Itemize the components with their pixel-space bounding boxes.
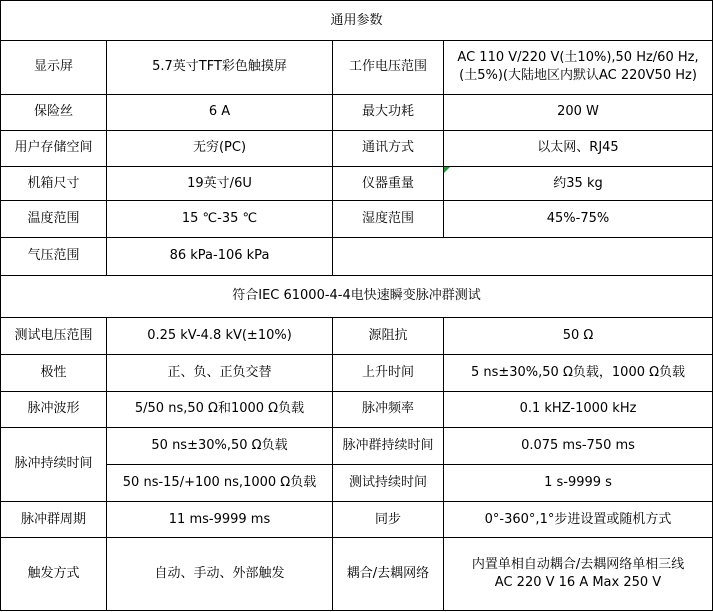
burst-period-label: 脉冲群周期: [1, 502, 107, 538]
voltage-value-line1: AC 110 V/220 V(土10%),50 Hz/60 Hz,: [457, 50, 699, 66]
power-label: 最大功耗: [333, 94, 444, 130]
sync-value: 0°-360°,1°步进设置或随机方式: [444, 502, 713, 538]
test-voltage-label: 测试电压范围: [1, 318, 107, 355]
table-row: [1, 201, 713, 237]
waveform-label: 脉冲波形: [1, 391, 107, 427]
frequency-label: 脉冲频率: [333, 391, 444, 427]
voltage-value: [444, 41, 713, 94]
table-row: [1, 538, 713, 611]
table-row: [1, 130, 713, 166]
power-value: 200 W: [444, 94, 713, 130]
table-row: [1, 41, 713, 94]
coupling-value-line2: AC 220 V 16 A Max 250 V: [494, 575, 662, 591]
display-label: 显示屏: [1, 41, 107, 94]
humidity-value: 45%-75%: [444, 201, 713, 237]
table-row: [1, 167, 713, 201]
pulse-duration-value-2: 50 ns-15/+100 ns,1000 Ω负载: [107, 464, 333, 501]
section-row-general: [1, 1, 713, 41]
table-row: [1, 391, 713, 427]
section-row-eft: [1, 275, 713, 317]
burst-duration-value: 0.075 ms-750 ms: [444, 427, 713, 464]
section-title-eft: 符合IEC 61000-4-4电快速瞬变脉冲群测试: [1, 275, 713, 317]
rise-time-value: 5 ns±30%,50 Ω负载，1000 Ω负载: [444, 355, 713, 391]
table-row: [1, 355, 713, 391]
source-impedance-value: 50 Ω: [444, 318, 713, 355]
size-label: 机箱尺寸: [1, 167, 107, 201]
waveform-value: 5/50 ns,50 Ω和1000 Ω负载: [107, 391, 333, 427]
test-duration-label: 测试持续时间: [333, 464, 444, 501]
coupling-value: [444, 538, 713, 611]
table-row: [1, 94, 713, 130]
table-row: [1, 318, 713, 355]
frequency-value: 0.1 kHZ-1000 kHz: [444, 391, 713, 427]
burst-duration-label: 脉冲群持续时间: [333, 427, 444, 464]
voltage-label: 工作电压范围: [333, 41, 444, 94]
polarity-label: 极性: [1, 355, 107, 391]
section-title-general: 通用参数: [1, 1, 713, 41]
storage-label: 用户存储空间: [1, 130, 107, 166]
fuse-label: 保险丝: [1, 94, 107, 130]
pulse-duration-label: 脉冲持续时间: [1, 427, 107, 501]
voltage-value-line2: (土5%)(大陆地区内默认AC 220V50 Hz): [459, 68, 697, 84]
trigger-label: 触发方式: [1, 538, 107, 611]
test-duration-value: 1 s-9999 s: [444, 464, 713, 501]
fuse-value: 6 A: [107, 94, 333, 130]
source-impedance-label: 源阻抗: [333, 318, 444, 355]
weight-value-cell: [444, 167, 713, 201]
storage-value: 无穷(PC): [107, 130, 333, 166]
sync-label: 同步: [333, 502, 444, 538]
table-row: [1, 427, 713, 464]
pulse-duration-value-1: 50 ns±30%,50 Ω负载: [107, 427, 333, 464]
table-row: [1, 464, 713, 501]
burst-period-value: 11 ms-9999 ms: [107, 502, 333, 538]
weight-value: 约35 kg: [553, 175, 603, 191]
pressure-value: 86 kPa-106 kPa: [107, 237, 333, 275]
table-row: [1, 502, 713, 538]
humidity-label: 湿度范围: [333, 201, 444, 237]
table-row: [1, 237, 713, 275]
comm-value: 以太网、RJ45: [444, 130, 713, 166]
display-value: 5.7英寸TFT彩色触摸屏: [107, 41, 333, 94]
size-value: 19英寸/6U: [107, 167, 333, 201]
coupling-label: 耦合/去耦网络: [333, 538, 444, 611]
comment-marker-icon: [444, 167, 450, 173]
weight-label: 仪器重量: [333, 167, 444, 201]
test-voltage-value: 0.25 kV-4.8 kV(±10%): [107, 318, 333, 355]
trigger-value: 自动、手动、外部触发: [107, 538, 333, 611]
temp-label: 温度范围: [1, 201, 107, 237]
comm-label: 通讯方式: [333, 130, 444, 166]
pressure-label: 气压范围: [1, 237, 107, 275]
rise-time-label: 上升时间: [333, 355, 444, 391]
polarity-value: 正、负、正负交替: [107, 355, 333, 391]
temp-value: 15 ℃-35 ℃: [107, 201, 333, 237]
empty-cell: [333, 237, 713, 275]
coupling-value-line1: 内置单相自动耦合/去耦网络单相三线: [471, 557, 685, 573]
